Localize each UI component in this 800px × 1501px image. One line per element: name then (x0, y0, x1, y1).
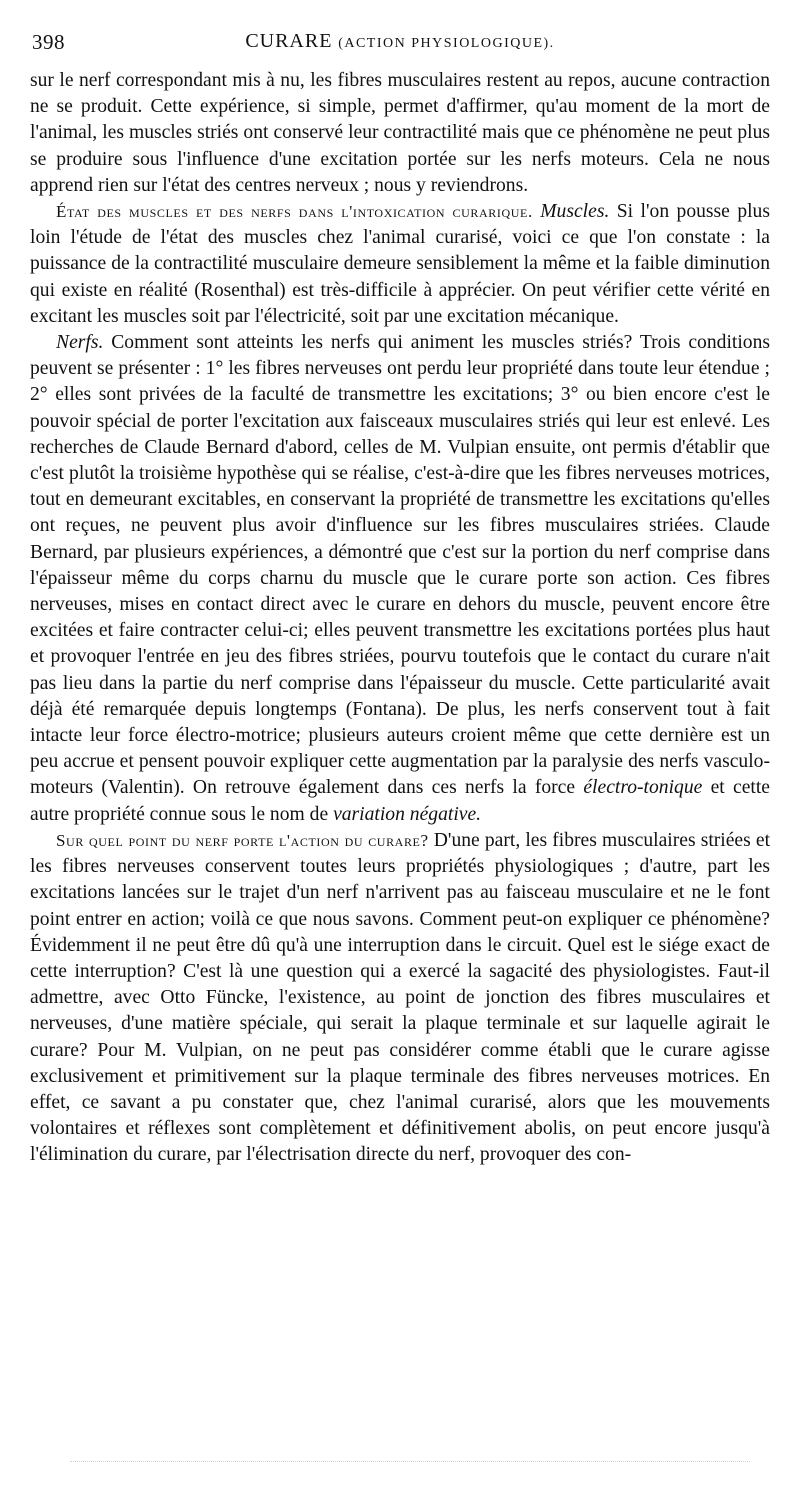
subheading-nerfs: Nerfs. (56, 332, 104, 354)
term-electro-tonique: électro-tonique (583, 777, 703, 799)
paragraph-4-text: D'une part, les fibres musculaires striées et les fibres nerveuses conservent toutes leurs propriétés physiologiques ; d'autre, part les excitations lancées sur le trajet d'un nerf n'arrivent pas au faisceau musculaire et ne le font point entrer en action; voilà ce que nous savons. Comment peut-on expliquer ce phénomène? Évidemment il ne peut être dû qu'à une interruption dans le circuit. Quel est le siége exact de cette interruption? C'est là une question qui a exercé la sagacité des physiologistes. Faut-il admettre, avec Otto Füncke, l'existence, au point de jonction des fibres musculaires et nerveuses, d'une matière spéciale, qui serait la plaque terminale et sur laquelle agirait le curare? Pour M. Vulpian, on ne peut pas considérer comme établi que le curare agisse exclusivement et primitivement sur la plaque terminale des fibres nerveuses motrices. En effet, ce savant a pu constater que, chez l'animal curarisé, alors que les mouvements volontaires et réflexes sont complètement et définitivement abolis, on peut encore jusqu'à l'élimination du curare, par l'électrisation directe du nerf, provoquer des con- (30, 829, 771, 1166)
term-variation-negative: variation négative. (333, 803, 482, 825)
running-title-main: CURARE (245, 30, 333, 52)
paragraph-4 (30, 828, 770, 1169)
running-title (30, 30, 770, 53)
paragraph-3 (30, 330, 770, 828)
section-heading-muscles-nerves: État des muscles et des nerfs dans l'intoxication curarique. (56, 202, 533, 222)
running-title-sub: (ACTION PHYSIOLOGIQUE). (338, 36, 555, 51)
section-heading-point-of-action: Sur quel point du nerf porte l'action du curare? (56, 830, 429, 850)
paragraph-1: sur le nerf correspondant mis à nu, les fibres musculaires restent au repos, aucune contraction ne se produit. Cette expérience, si simple, permet d'affirmer, qu'au moment de la mort de l'animal, les muscles striés ont conservé leur contractilité mais que ce phénomène ne peut plus se produire sous l'influence d'une excitation portée sur les nerfs moteurs. Cela ne nous apprend rien sur l'état des centres nerveux ; nous y reviendrons. (30, 70, 770, 196)
body-text (30, 68, 770, 1169)
subheading-muscles: Muscles. (540, 201, 610, 223)
paragraph-2 (30, 199, 770, 330)
paragraph-3-text-a: Comment sont atteints les nerfs qui animent les muscles striés? Trois conditions peuvent se présenter : 1° les fibres nerveuses ont perdu leur propriété dans toute leur étendue ; 2° elles sont privées de la faculté de transmettre les excitations; 3° ou bien encore c'est le pouvoir spécial de porter l'excitation aux faisceaux musculaires striés qui leur est enlevé. Les recherches de Claude Bernard d'abord, celles de M. Vulpian ensuite, ont permis d'établir que c'est plutôt la troisième hypothèse qui se réalise, c'est-à-dire que les fibres nerveuses motrices, tout en demeurant excitables, en conservant la propriété de transmettre les excitations qu'elles ont reçues, ne peuvent plus avoir d'influence sur les fibres musculaires striées. Claude Bernard, par plusieurs expériences, a démontré que c'est sur la portion du nerf comprise dans l'épaisseur même du corps charnu du muscle que le curare porte son action. Ces fibres nerveuses, mises en contact direct avec le curare en dehors du muscle, peuvent encore être excitées et faire contracter celui-ci; elles peuvent transmettre les excitations portées plus haut et provoquer l'entrée en jeu des fibres striées, pourvu toutefois que le contact du curare n'ait pas lieu dans la partie du nerf comprise dans l'épaisseur du muscle. Cette particularité avait déjà été remarquée depuis longtemps (Fontana). De plus, les nerfs conservent tout à fait intacte leur force électro-motrice; plusieurs auteurs croient même que cette dernière est un peu accrue et pensent pouvoir expliquer cette augmentation par la paralysie des nerfs vasculo-moteurs (Valentin). On retrouve également dans ces nerfs la force (30, 332, 770, 799)
page-number: 398 (32, 30, 65, 54)
page-header (30, 30, 770, 60)
paragraph-3-text-b: et cette autre propriété connue sous le nom de (30, 777, 770, 825)
paragraph-2-text: Si l'on pousse plus loin l'étude de l'état des muscles chez l'animal curarisé, voici ce que l'on constate : la puissance de la contractilité musculaire demeure sensiblement la même et la faible diminution qui existe en réalité (Rosenthal) est très-difficile à apprécier. On peut vérifier cette vérité en excitant les muscles soit par l'électricité, soit par une excitation mécanique. (30, 201, 770, 327)
footer-scan-artifact (70, 1461, 750, 1468)
